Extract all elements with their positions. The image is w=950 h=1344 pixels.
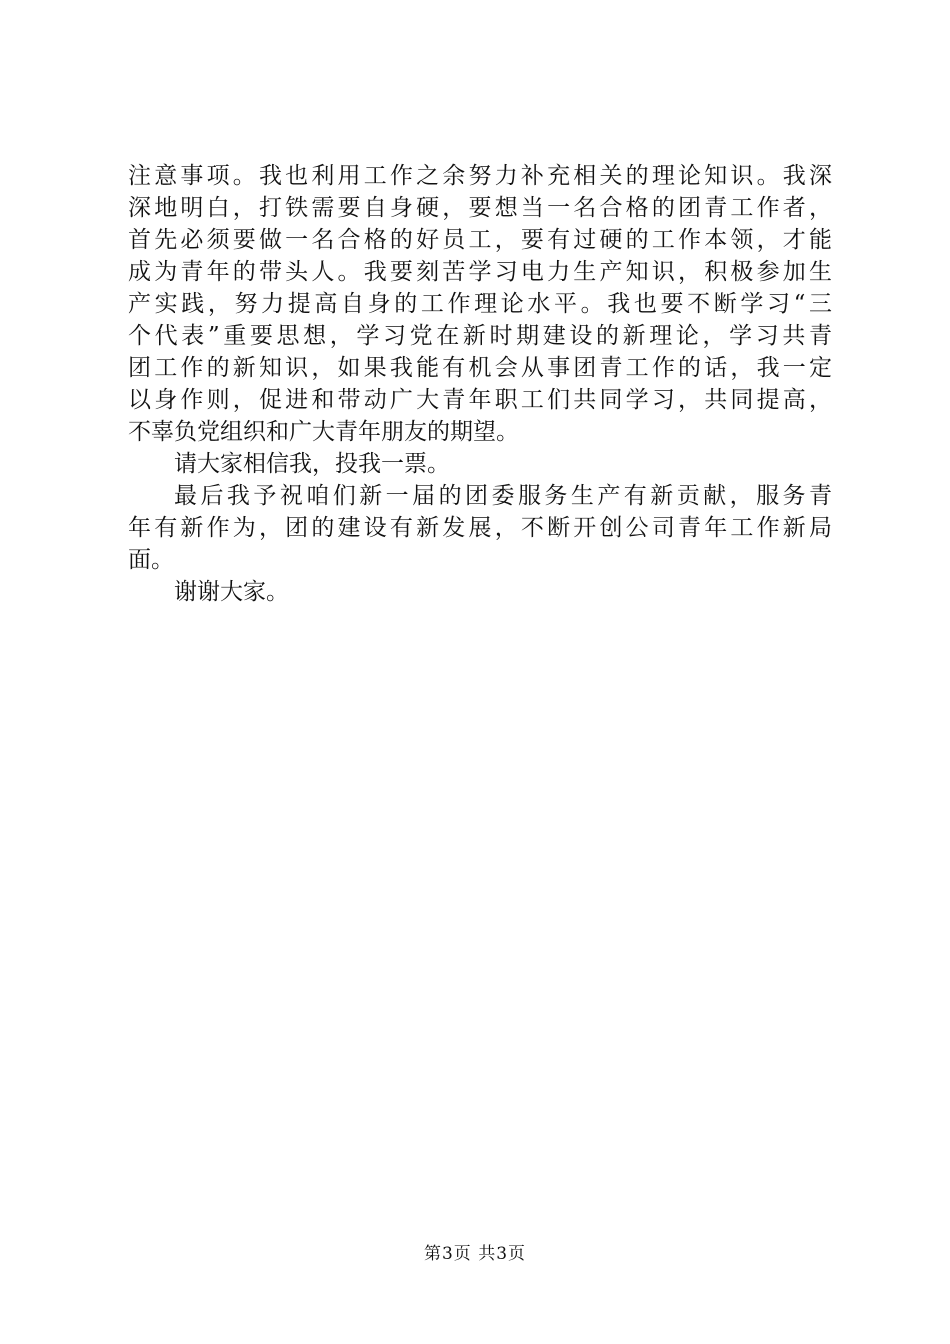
text-line: 面。 — [128, 547, 174, 573]
text-line: 深地明白，打铁需要自身硬，要想当一名合格的团青工作者， — [128, 195, 832, 221]
body-text — [128, 160, 832, 608]
text-line: 以身作则，促进和带动广大青年职工们共同学习，共同提高， — [128, 387, 832, 413]
text-line: 首先必须要做一名合格的好员工，要有过硬的工作本领，才能 — [128, 227, 832, 253]
text-line: 个代表”重要思想，学习党在新时期建设的新理论，学习共青 — [128, 323, 832, 349]
text-line: 请大家相信我，投我一票。 — [174, 451, 450, 477]
text-line: 团工作的新知识，如果我能有机会从事团青工作的话，我一定 — [128, 355, 832, 381]
text-line: 产实践，努力提高自身的工作理论水平。我也要不断学习“三 — [128, 291, 832, 317]
page-number-footer: 第3页 共3页 — [423, 1244, 527, 1264]
text-line: 注意事项。我也利用工作之余努力补充相关的理论知识。我深 — [128, 163, 832, 189]
text-line: 年有新作为，团的建设有新发展，不断开创公司青年工作新局 — [128, 515, 832, 541]
text-line: 谢谢大家。 — [174, 579, 289, 605]
text-line: 不辜负党组织和广大青年朋友的期望。 — [128, 419, 519, 445]
text-line: 最后我予祝咱们新一届的团委服务生产有新贡献，服务青 — [174, 483, 832, 509]
text-line: 成为青年的带头人。我要刻苦学习电力生产知识，积极参加生 — [128, 259, 832, 285]
